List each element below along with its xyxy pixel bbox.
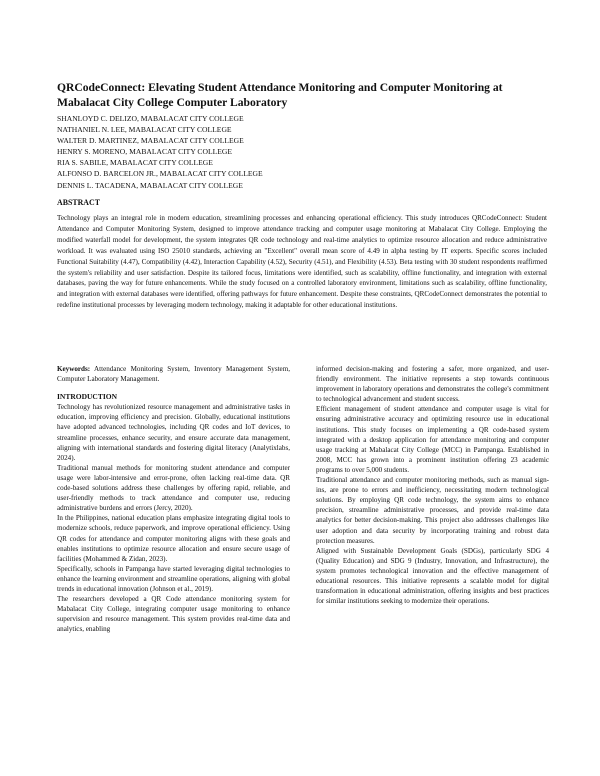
- author: RIA S. SABILE, MABALACAT CITY COLLEGE: [57, 158, 213, 168]
- paragraph: Efficient management of student attendance and computer usage is vital for ensuring administrative accuracy and optimizing resource use in educational institutions. This study focuses on implementing a QR code-based system integrated with a desktop application for attendance monitoring and computer usage tracking at Mabalacat City College (MCC) in Pampanga. Established in 2008, MCC has grown into a prominent institution offering 23 academic programs to over 5,000 students.: [316, 405, 549, 474]
- author: DENNIS L. TACADENA, MABALACAT CITY COLLEGE: [57, 180, 243, 190]
- right-column: [316, 364, 549, 606]
- keywords: [57, 364, 290, 384]
- paragraph: Traditional manual methods for monitoring student attendance and computer usage were labor-intensive and error-prone, often lacking real-time data. QR code-based solutions address these challenges by offering rapid, reliable, and user-friendly methods to track attendance and computer use, reducing administrative burdens and errors (Jercy, 2020).: [57, 463, 290, 513]
- paragraph: Aligned with Sustainable Development Goals (SDGs), particularly SDG 4 (Quality Education) and SDG 9 (Industry, Innovation, and Infrastructure), the system promotes technological innovation and the effective management of educational resources. This initiative represents a scalable model for digital transformation in educational administration, offering insights and best practices for similar institutions seeking to modernize their operations.: [316, 546, 549, 606]
- paragraph: informed decision-making and fostering a safer, more organized, and user-friendly environment. The initiative represents a step towards continuous improvement in laboratory operations and demonstrates the college's commitment to technological advancement and student success.: [316, 365, 549, 404]
- paper-title: QRCodeConnect: Elevating Student Attendance Monitoring and Computer Monitoring at Mabalacat City College Computer Laboratory: [57, 81, 503, 109]
- paragraph: Specifically, schools in Pampanga have started leveraging digital technologies to enhance the learning environment and streamline operations, aligning with global trends in educational innovation (Johnson et al., 2019).: [57, 564, 290, 593]
- paragraph: The researchers developed a QR Code attendance monitoring system for Mabalacat City College, integrating computer usage monitoring to enhance supervision and resource management. This system provides real-time data and analytics, enabling: [57, 595, 290, 634]
- author: ALFONSO D. BARCELON JR., MABALACAT CITY COLLEGE: [57, 169, 263, 179]
- abstract-heading: ABSTRACT: [57, 198, 100, 207]
- keywords-label: Keywords:: [57, 365, 91, 373]
- abstract-text: Technology plays an integral role in modern education, streamlining processes and enhancing operational efficiency. This study introduces QRCodeConnect: Student Attendance and Computer Monitoring System, designed to improve attendance tracking and computer usage monitoring at Mabalacat City College. Employing the modified waterfall model for development, the system integrates QR code technology and real-time analytics to optimize resource allocation and reduce administrative workload. It was evaluated using ISO 25010 standards, achieving an "Excellent" overall mean score of 4.49 in alpha testing by IT experts. Specific scores included Functional Suitability (4.47), Compatibility (4.42), Interaction Capability (4.52), Security (4.51), and Flexibility (4.53). Beta testing with 30 student respondents reaffirmed the system's reliability and user satisfaction. Despite its tailored focus, limitations were identified, such as scalability, offline functionality, and integration with external databases, paving the way for future enhancements. While the study focused on a controlled laboratory environment, limitations such as scalability, offline functionality, and integration with external databases were identified, offering pathways for future enhancement. Despite these constraints, QRCodeConnect demonstrates the potential to redefine institutional processes by leveraging modern technology, making it adaptable for other educational institutions.: [57, 214, 547, 310]
- introduction-heading: INTRODUCTION: [57, 392, 118, 402]
- paragraph: Traditional attendance and computer monitoring methods, such as manual sign-ins, are prone to errors and inefficiency, necessitating modern technological solutions. By employing QR code technology, the system aims to enhance precision, streamline administrative processes, and provide real-time data analytics for better decision-making. This project also addresses challenges like user adoption and data security by incorporating training and robust data protection measures.: [316, 476, 549, 545]
- author: WALTER D. MARTINEZ, MABALACAT CITY COLLEGE: [57, 136, 244, 146]
- paragraph: Technology has revolutionized resource management and administrative tasks in education, improving efficiency and precision. Globally, educational institutions have adopted advanced technologies, including QR codes and IoT devices, to streamline processes, enhance security, and ensure accurate data management, aligning with international standards and fostering digital literacy (Analytixlabs, 2024).: [57, 403, 290, 462]
- author: NATHANIEL N. LEE, MABALACAT CITY COLLEGE: [57, 125, 232, 135]
- author: SHANLOYD C. DELIZO, MABALACAT CITY COLLEGE: [57, 114, 244, 123]
- keywords-text: Attendance Monitoring System, Inventory Management System, Computer Laboratory Management.: [57, 365, 290, 384]
- author-list: [57, 113, 457, 191]
- left-column: [57, 364, 290, 634]
- author: HENRY S. MORENO, MABALACAT CITY COLLEGE: [57, 147, 233, 157]
- paragraph: In the Philippines, national education plans emphasize integrating digital tools to modernize schools, reduce paperwork, and improve operational efficiency. Using QR codes for attendance and computer monitoring aligns with these goals and enables institutions to optimize resource allocation and ensure secure usage of facilities (Mohammed & Zidan, 2023).: [57, 514, 290, 563]
